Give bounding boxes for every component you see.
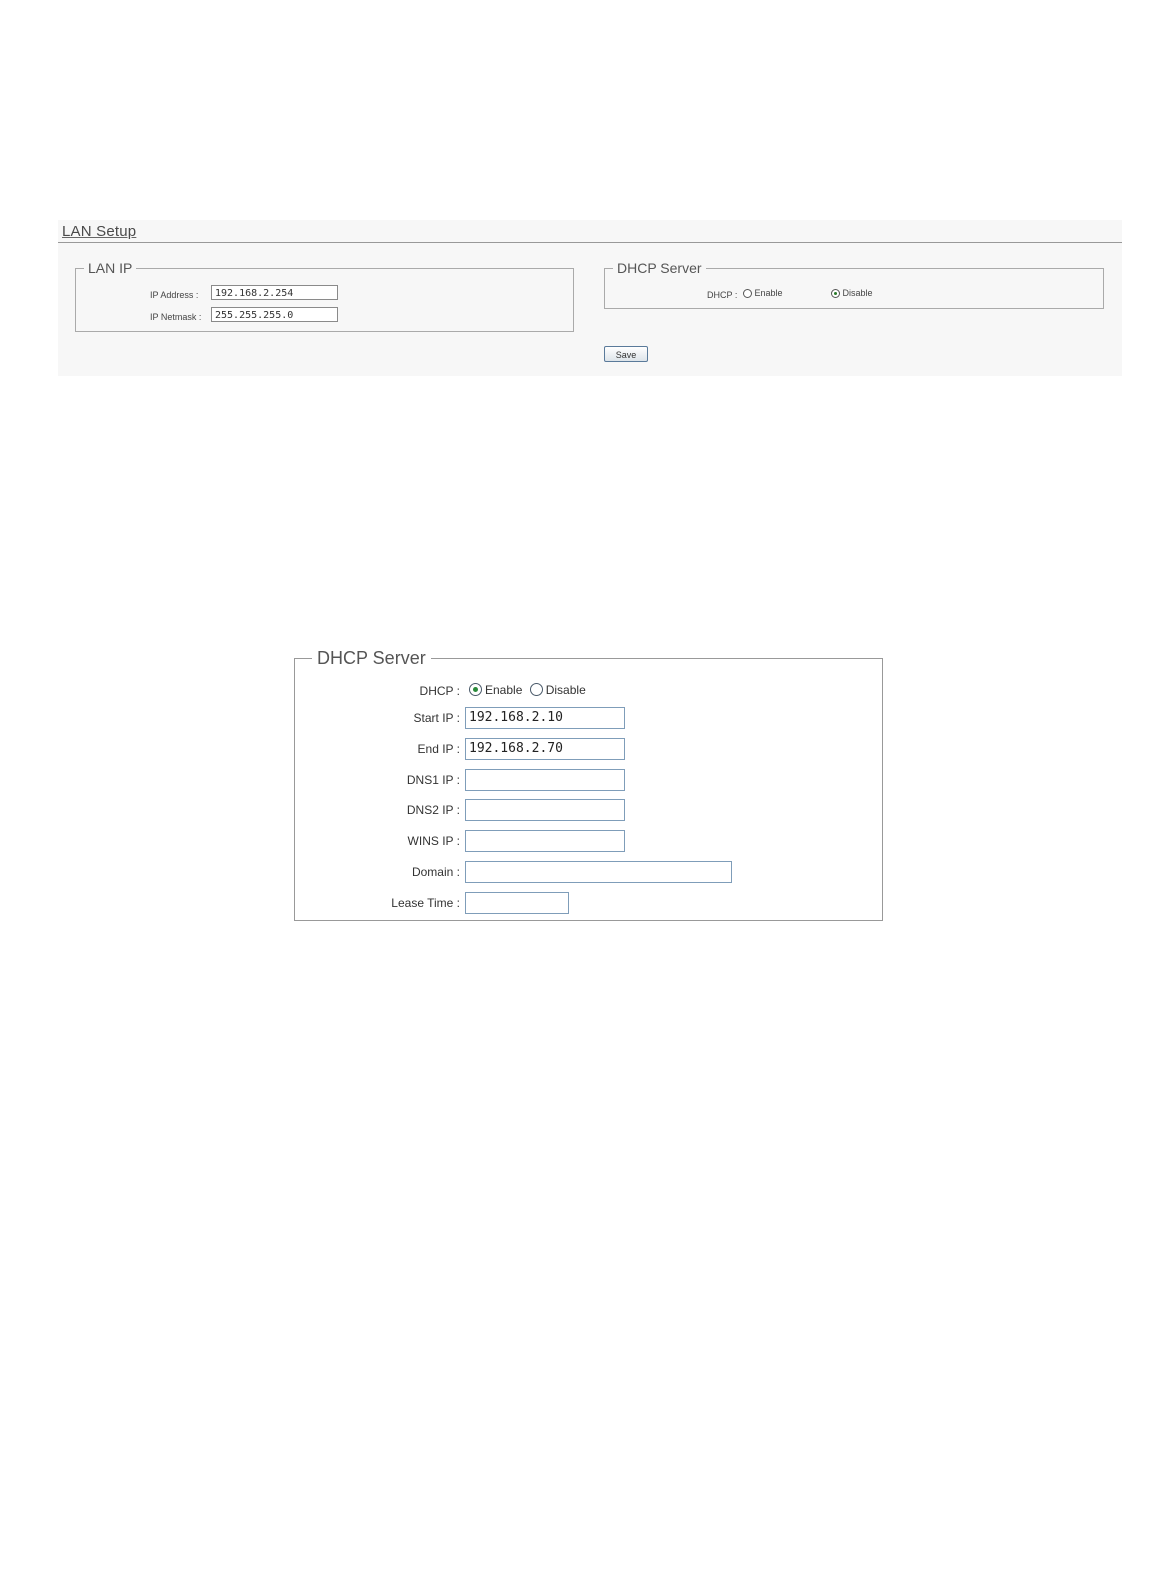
end-ip-row — [295, 738, 884, 760]
dhcp-server-group-small — [604, 260, 1104, 309]
domain-row — [295, 861, 884, 883]
ip-netmask-input[interactable]: 255.255.255.0 — [211, 307, 338, 322]
start-ip-row — [295, 707, 884, 729]
dhcp-disable-label: Disable — [545, 683, 586, 697]
dns2-ip-row — [295, 799, 884, 821]
lease-time-row — [295, 892, 884, 914]
dns1-ip-row — [295, 769, 884, 791]
end-ip-label: End IP : — [417, 742, 460, 756]
dns2-ip-label: DNS2 IP : — [406, 803, 460, 817]
dns2-ip-input[interactable] — [465, 799, 625, 821]
ip-netmask-label: IP Netmask : — [150, 312, 202, 322]
dhcp-mode-radio-group — [469, 683, 590, 697]
dhcp-server-legend-small: DHCP Server — [613, 260, 706, 276]
start-ip-input[interactable]: 192.168.2.10 — [465, 707, 625, 729]
wins-ip-label: WINS IP : — [407, 834, 460, 848]
dhcp-label: DHCP : — [419, 684, 460, 698]
dhcp-disable-option-small[interactable] — [831, 288, 873, 298]
dhcp-enable-option-small[interactable] — [743, 288, 783, 298]
start-ip-label: Start IP : — [413, 711, 460, 725]
dhcp-enable-option[interactable] — [469, 683, 522, 697]
lease-time-label: Lease Time : — [391, 896, 460, 910]
radio-checked-icon[interactable] — [831, 289, 840, 298]
dns1-ip-input[interactable] — [465, 769, 625, 791]
dhcp-mode-row — [295, 680, 884, 702]
ip-address-label: IP Address : — [150, 290, 199, 300]
radio-unchecked-icon[interactable] — [530, 683, 543, 696]
dhcp-enable-label-small: Enable — [754, 288, 783, 298]
end-ip-input[interactable]: 192.168.2.70 — [465, 738, 625, 760]
dhcp-label-small: DHCP : — [707, 290, 738, 300]
dhcp-disable-label-small: Disable — [842, 288, 873, 298]
dhcp-enable-label: Enable — [485, 683, 523, 697]
lan-setup-panel — [58, 220, 1122, 376]
ip-address-input[interactable]: 192.168.2.254 — [211, 285, 338, 300]
dns1-ip-label: DNS1 IP : — [406, 773, 460, 787]
dhcp-server-legend: DHCP Server — [312, 647, 431, 669]
dhcp-disable-option[interactable] — [530, 683, 586, 697]
save-button[interactable]: Save — [604, 346, 648, 362]
radio-unchecked-icon[interactable] — [743, 289, 752, 298]
page-title: LAN Setup — [62, 223, 137, 240]
radio-checked-icon[interactable] — [469, 683, 482, 696]
domain-label: Domain : — [411, 865, 460, 879]
domain-input[interactable] — [465, 861, 732, 883]
lease-time-input[interactable] — [465, 892, 569, 914]
wins-ip-input[interactable] — [465, 830, 625, 852]
lan-ip-group — [75, 260, 574, 332]
wins-ip-row — [295, 830, 884, 852]
page-header — [58, 220, 1122, 243]
dhcp-server-group — [294, 648, 883, 921]
lan-ip-legend: LAN IP — [84, 260, 136, 276]
